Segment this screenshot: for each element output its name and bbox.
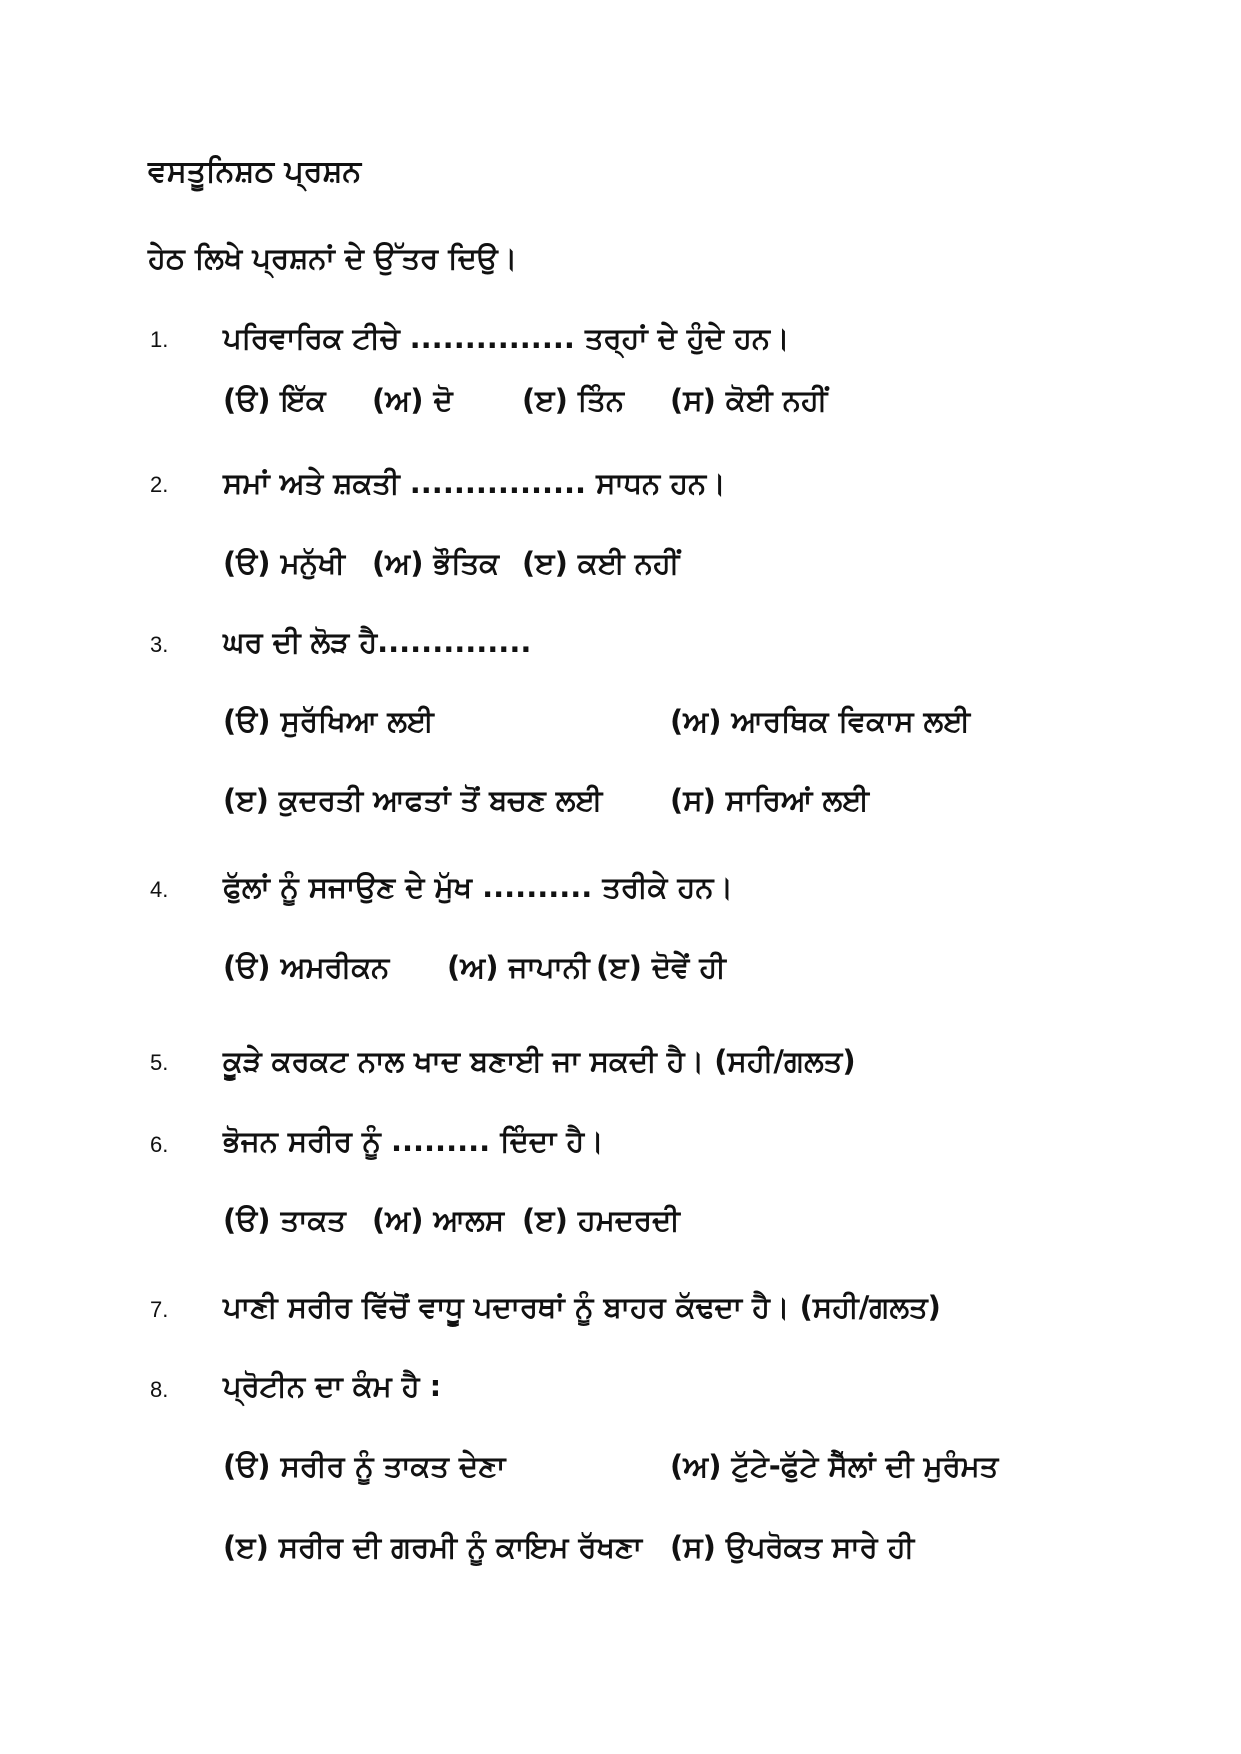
instruction-text: ਹੇਠ ਲਿਖੇ ਪ੍ਰਸ਼ਨਾਂ ਦੇ ਉੱਤਰ ਦਿਉ। <box>148 241 518 275</box>
option-c: (ੲ) ਤਿੰਨ <box>522 383 624 417</box>
question-number: 3. <box>150 632 169 657</box>
question-number: 7. <box>150 1297 169 1322</box>
option-b: (ਅ) ਆਰਥਿਕ ਵਿਕਾਸ ਲਈ <box>670 704 971 738</box>
option-b: (ਅ) ਭੌਤਿਕ <box>372 546 499 580</box>
option-a: (ੳ) ਸੁਰੱਖਿਆ ਲਈ <box>223 704 434 738</box>
option-d: (ਸ) ਕੋਈ ਨਹੀਂ <box>670 383 828 417</box>
question-text: ਫੁੱਲਾਂ ਨੂੰ ਸਜਾਉਣ ਦੇ ਮੁੱਖ .......... ਤਰੀਕੇ ਹਨ। <box>223 870 734 904</box>
option-d: (ਸ) ਉਪਰੋਕਤ ਸਾਰੇ ਹੀ <box>670 1530 915 1564</box>
option-a: (ੳ) ਮਨੁੱਖੀ <box>223 546 345 580</box>
question-number: 6. <box>150 1132 169 1157</box>
question-text: ਕੂੜੇ ਕਰਕਟ ਨਾਲ ਖਾਦ ਬਣਾਈ ਜਾ ਸਕਦੀ ਹੈ। (ਸਹੀ/ਗਲਤ) <box>223 1044 856 1078</box>
option-b: (ਅ) ਆਲਸ <box>372 1203 505 1237</box>
option-a: (ੳ) ਤਾਕਤ <box>223 1203 346 1237</box>
option-c: (ੲ) ਕੁਦਰਤੀ ਆਫਤਾਂ ਤੋਂ ਬਚਣ ਲਈ <box>223 783 603 817</box>
question-number: 5. <box>150 1050 169 1075</box>
question-number: 4. <box>150 877 169 902</box>
option-b: (ਅ) ਜਾਪਾਨੀ <box>447 950 590 984</box>
question-text: ਭੋਜਨ ਸਰੀਰ ਨੂੰ ......... ਦਿੰਦਾ ਹੈ। <box>223 1124 604 1158</box>
option-a: (ੳ) ਅਮਰੀਕਨ <box>223 950 390 984</box>
option-b: (ਅ) ਦੋ <box>372 383 453 417</box>
option-c: (ੲ) ਸਰੀਰ ਦੀ ਗਰਮੀ ਨੂੰ ਕਾਇਮ ਰੱਖਣਾ <box>223 1530 643 1564</box>
question-number: 2. <box>150 472 169 497</box>
question-number: 1. <box>150 327 169 352</box>
question-text: ਘਰ ਦੀ ਲੋੜ ਹੈ.............. <box>223 625 532 659</box>
question-text: ਪਰਿਵਾਰਿਕ ਟੀਚੇ ............... ਤਰ੍ਹਾਂ ਦੇ ਹੁੰਦੇ ਹਨ। <box>223 321 790 355</box>
option-b: (ਅ) ਟੁੱਟੇ-ਫੁੱਟੇ ਸੈੱਲਾਂ ਦੀ ਮੁਰੰਮਤ <box>670 1449 999 1483</box>
question-number: 8. <box>150 1377 169 1402</box>
question-text: ਪ੍ਰੋਟੀਨ ਦਾ ਕੰਮ ਹੈ : <box>223 1369 442 1403</box>
page-heading: ਵਸਤੂਨਿਸ਼ਠ ਪ੍ਰਸ਼ਨ <box>148 154 362 189</box>
option-a: (ੳ) ਸਰੀਰ ਨੂੰ ਤਾਕਤ ਦੇਣਾ <box>223 1449 506 1483</box>
option-d: (ਸ) ਸਾਰਿਆਂ ਲਈ <box>670 783 870 817</box>
option-a: (ੳ) ਇੱਕ <box>223 383 326 417</box>
option-c: (ੲ) ਕਈ ਨਹੀਂ <box>522 546 680 580</box>
question-text: ਸਮਾਂ ਅਤੇ ਸ਼ਕਤੀ ................ ਸਾਧਨ ਹਨ। <box>223 466 726 500</box>
option-c: (ੲ) ਹਮਦਰਦੀ <box>522 1203 680 1237</box>
question-text: ਪਾਣੀ ਸਰੀਰ ਵਿੱਚੋਂ ਵਾਧੂ ਪਦਾਰਥਾਂ ਨੂੰ ਬਾਹਰ ਕੱਢਦਾ ਹੈ। (ਸਹੀ/ਗਲਤ) <box>223 1290 941 1324</box>
option-c: (ੲ) ਦੋਵੇਂ ਹੀ <box>596 950 726 984</box>
